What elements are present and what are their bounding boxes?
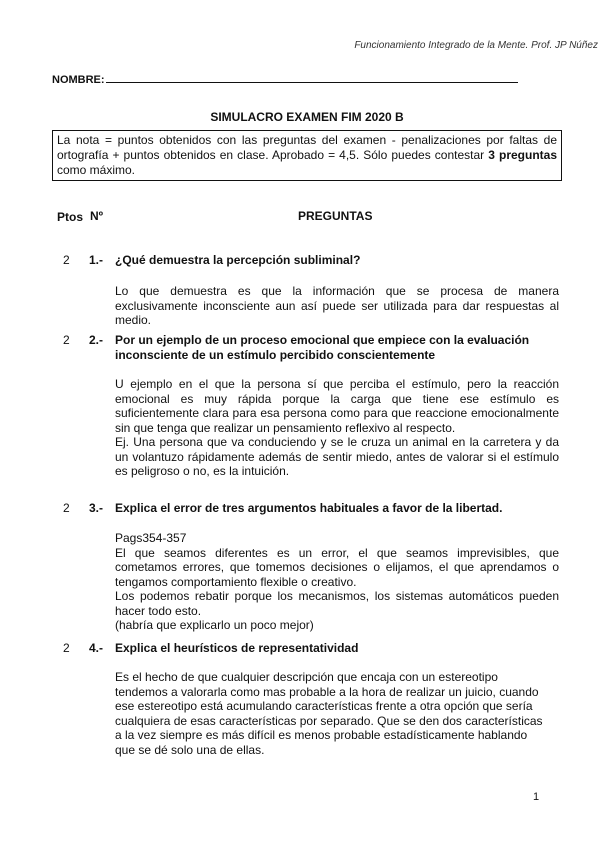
answer-paragraph: Es el hecho de que cualquier descripción que encaja con un estereotipo tendemos a valorarla como mas probable a la hora de realizar un juicio, cuando ese estereotipo está acumulando características frente a otra opción que sería cualquiera de esas características por separado. Que se den dos características a la vez siempre es más difícil es menos probable estadísticamente hablando que se dé solo una de ellas. <box>115 670 543 757</box>
question-number: 1.- <box>89 253 104 267</box>
answer-block <box>115 284 559 328</box>
answer-block <box>115 377 559 479</box>
answer-paragraph: U ejemplo en el que la persona sí que perciba el estímulo, pero la reacción emocional es muy rápida porque la carga que tiene ese estímulo es suficientemente clara para esa persona como para que reaccione emocionalmente sin que tenga que realizar un pensamiento reflexivo al respecto. <box>115 377 559 435</box>
question-text: Explica el error de tres argumentos habituales a favor de la libertad. <box>115 501 503 515</box>
question-text: Por un ejemplo de un proceso emocional que empiece con la evaluación inconsciente de un estímulo percibido conscientemente <box>115 333 530 362</box>
notice-bold: 3 preguntas <box>488 148 558 162</box>
answer-paragraph: Los podemos rebatir porque los mecanismos, los sistemas automáticos pueden hacer todo esto. <box>115 589 559 618</box>
question-number: 4.- <box>89 641 104 655</box>
exam-title: SIMULACRO EXAMEN FIM 2020 B <box>210 110 404 124</box>
question-number: 3.- <box>89 501 104 515</box>
name-line <box>106 73 518 83</box>
answer-paragraph: Pags354-357 <box>115 531 187 545</box>
answer-block <box>115 531 559 633</box>
answer-paragraph: El que seamos diferentes es un error, el que seamos imprevisibles, que cometamos errores, que tomemos decisiones o elijamos, el que aprendamos o tengamos comportamiento flexible o creativo. <box>115 545 559 589</box>
question-number: 2.- <box>89 333 104 347</box>
number-column-header: Nº <box>90 209 104 223</box>
course-header: Funcionamiento Integrado de la Mente. Prof. JP Núñez <box>354 40 598 51</box>
points-column-header: Ptos <box>57 210 84 224</box>
question-text: ¿Qué demuestra la percepción subliminal? <box>115 253 361 267</box>
notice-tail: como máximo. <box>57 163 136 177</box>
question-points: 2 <box>63 501 70 515</box>
grading-notice <box>52 130 562 181</box>
questions-column-header: PREGUNTAS <box>298 209 373 223</box>
question-points: 2 <box>63 641 70 655</box>
name-field <box>52 73 518 86</box>
name-label: NOMBRE: <box>52 74 105 86</box>
answer-block <box>115 670 545 757</box>
question-text: Explica el heurísticos de representatividad <box>115 641 359 655</box>
question-points: 2 <box>63 253 70 267</box>
question-points: 2 <box>63 333 70 347</box>
answer-paragraph: Lo que demuestra es que la información que se procesa de manera exclusivamente inconsciente aun así puede ser utilizada para dar respuestas al medio. <box>115 284 559 327</box>
answer-paragraph: (habría que explicarlo un poco mejor) <box>115 618 314 632</box>
answer-paragraph: Ej. Una persona que va conduciendo y se le cruza un animal en la carretera y da un volantuzo rápidamente además de sentir miedo, antes de valorar si el estímulo es peligroso o no, es la intuición. <box>115 435 559 478</box>
page-number: 1 <box>533 791 540 803</box>
notice-text: La nota = puntos obtenidos con las preguntas del examen - penalizaciones por faltas de ortografía + puntos obtenidos en clase. Aprobado = 4,5. Sólo puedes contestar <box>57 133 557 162</box>
